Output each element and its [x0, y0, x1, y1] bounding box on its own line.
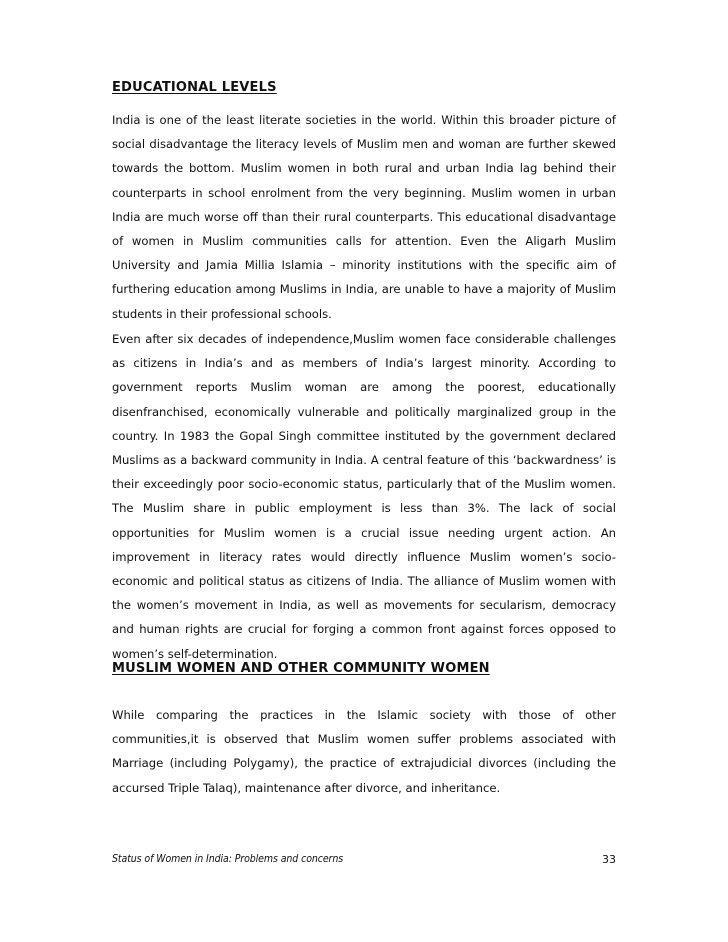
paragraph-challenges: Even after six decades of independence,Muslim women face considerable challenges as citizens in India’s and as members of India’s largest minority. According to government reports Muslim woman are among the poorest, educationally disenfranchised, economically vulnerable and politically marginalized group in the country. In 1983 the Gopal Singh committee instituted by the government declared Muslims as a backward community in India. A central feature of this ‘backwardness’ is their exceedingly poor socio-economic status, particularly that of the Muslim women. The Muslim share in public employment is less than 3%. The lack of social opportunities for Muslim women is a crucial issue needing urgent action. An improvement in literacy rates would directly influence Muslim women’s socio-economic and political status as citizens of India. The alliance of Muslim women with the women’s movement in India, as well as movements for secularism, democracy and human rights are crucial for forging a common front against forces opposed to women’s self-determination. [112, 332, 616, 661]
page-footer [112, 853, 616, 871]
section-heading-educational-levels: EDUCATIONAL LEVELS [112, 80, 277, 95]
section-heading-muslim-women-other-communities: MUSLIM WOMEN AND OTHER COMMUNITY WOMEN [112, 661, 490, 676]
document-page [112, 0, 616, 942]
footer-document-title: Status of Women in India: Problems and concerns [112, 853, 344, 865]
paragraph-comparison: While comparing the practices in the Islamic society with those of other communities,it is observed that Muslim women suffer problems associated with Marriage (including Polygamy), the practice of extrajudicial divorces (including the accursed Triple Talaq), maintenance after divorce, and inheritance. [112, 708, 616, 795]
footer-page-number: 33 [602, 853, 616, 866]
paragraph-literacy: India is one of the least literate societies in the world. Within this broader picture of social disadvantage the literacy levels of Muslim men and woman are further skewed towards the bottom. Muslim women in both rural and urban India lag behind their counterparts in school enrolment from the very beginning. Muslim women in urban India are much worse off than their rural counterparts. This educational disadvantage of women in Muslim communities calls for attention. Even the Aligarh Muslim University and Jamia Millia Islamia – minority institutions with the specific aim of furthering education among Muslims in India, are unable to have a majority of Muslim students in their professional schools. [112, 113, 616, 321]
